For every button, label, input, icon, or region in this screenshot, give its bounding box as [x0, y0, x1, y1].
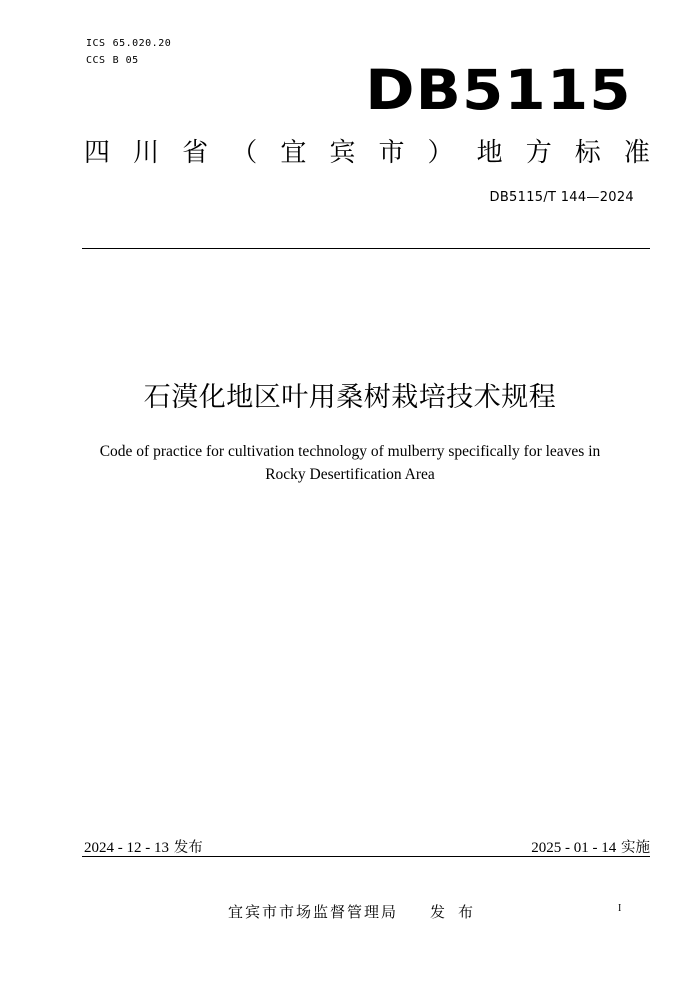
english-title-line-2: Rocky Desertification Area: [265, 466, 435, 483]
standard-number: DB5115/T 144—2024: [489, 190, 634, 205]
standard-logo: DB5115: [365, 58, 632, 122]
implementation-date: [531, 837, 650, 858]
footer-divider: [82, 856, 650, 857]
authority-char: 省: [182, 138, 209, 168]
english-title-line-1: Code of practice for cultivation technology of mulberry specifically for leaves in: [99, 443, 601, 460]
standard-authority-title: [84, 136, 650, 170]
issuing-authority: [228, 901, 486, 922]
authority-char: 准: [623, 138, 650, 168]
authority-char: （: [231, 138, 258, 168]
issue-action: 发布: [173, 840, 203, 856]
ics-classification: [86, 38, 178, 50]
authority-char: 四: [84, 138, 111, 168]
issuer-action: 发布: [430, 903, 487, 921]
authority-char: 标: [574, 138, 601, 168]
header-divider: [82, 248, 650, 249]
authority-char: 宜: [280, 138, 307, 168]
ics-code: 65.020.20: [112, 38, 172, 49]
ccs-label: CCS: [86, 55, 106, 66]
issue-date-value: 2024 - 12 - 13: [84, 840, 169, 856]
authority-char: 川: [133, 138, 160, 168]
authority-char: 宾: [329, 138, 356, 168]
ccs-classification: [86, 55, 146, 67]
implementation-action: 实施: [621, 840, 650, 856]
issue-date: [84, 837, 203, 858]
ccs-code: B 05: [112, 55, 139, 66]
authority-char: 地: [476, 138, 503, 168]
page-number: I: [618, 903, 622, 914]
authority-char: 方: [525, 138, 552, 168]
issuer-organization: 宜宾市市场监督管理局: [228, 903, 399, 921]
authority-char: 市: [378, 138, 405, 168]
document-title-english: [60, 440, 640, 486]
authority-char: ）: [427, 138, 454, 168]
implementation-date-value: 2025 - 01 - 14: [531, 840, 617, 856]
ics-label: ICS: [86, 38, 106, 49]
document-title-chinese: 石漠化地区叶用桑树栽培技术规程: [143, 382, 557, 413]
